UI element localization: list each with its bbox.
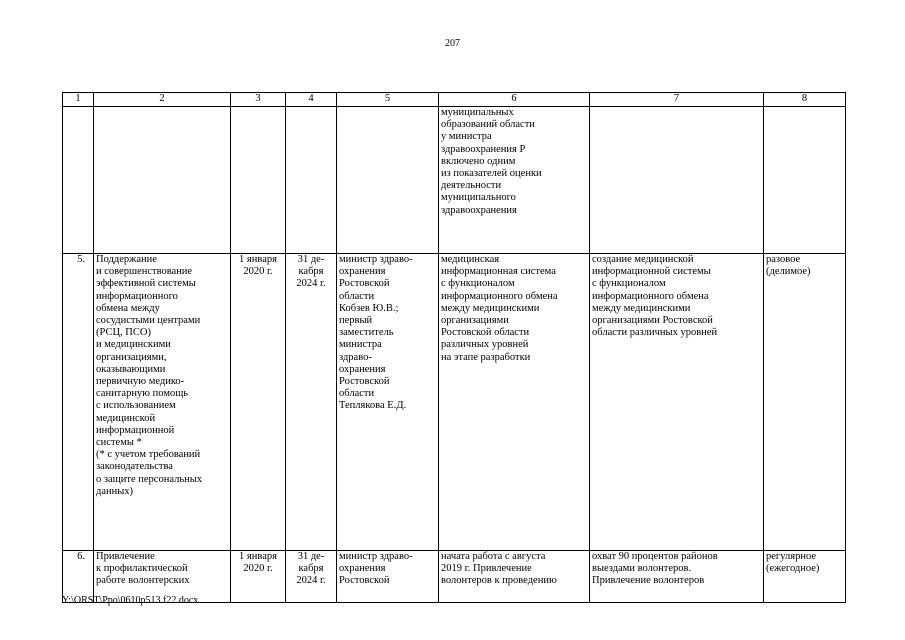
- cell-line: 31 де-: [297, 254, 325, 265]
- cell-line: здраво-: [339, 351, 372, 363]
- cell-line: 2024 г.: [296, 278, 326, 290]
- type-cell: [764, 551, 846, 603]
- cell-line: Ростовской: [339, 575, 390, 587]
- cell-line: из показателей оценки: [441, 168, 542, 180]
- cell-line: медицинской: [96, 412, 156, 424]
- cell-line: охранения: [339, 363, 386, 375]
- cell-line: (* с учетом требований: [96, 449, 201, 461]
- cell-line: на этапе разработки: [441, 351, 531, 363]
- cell-line: охват 90 процентов районов: [592, 551, 718, 562]
- cell-line: и медицинскими: [96, 339, 171, 351]
- cell-line: организациями: [441, 315, 509, 327]
- cell-line: и совершенствование: [96, 266, 193, 278]
- cell-line: о защите персональных: [96, 473, 203, 485]
- cell-line: Привлечение волонтеров: [592, 575, 705, 587]
- result-cell: [439, 551, 590, 603]
- type-cell: [764, 107, 846, 254]
- cell-line: к профилактической: [96, 563, 188, 575]
- end-date-cell: [286, 551, 337, 603]
- cell-line: информационная система: [441, 266, 556, 278]
- column-number: 8: [764, 93, 846, 107]
- cell-line: системы *: [96, 437, 142, 449]
- cell-line: информационного обмена: [592, 290, 709, 302]
- column-number: 7: [590, 93, 764, 107]
- program-table: [62, 92, 846, 603]
- end-date-cell: [286, 254, 337, 551]
- cell-line: информационного: [96, 290, 178, 302]
- cell-line: обмена между: [96, 302, 160, 314]
- indicator-cell: [590, 107, 764, 254]
- cell-line: медицинская: [441, 254, 500, 265]
- cell-line: первый: [339, 315, 373, 327]
- cell-line: муниципального: [441, 192, 516, 204]
- cell-line: здравоохранения Р: [441, 143, 526, 155]
- cell-line: выездами волонтеров.: [592, 563, 692, 575]
- cell-line: 2020 г.: [243, 563, 273, 575]
- start-date-cell: [231, 551, 286, 603]
- cell-line: кабря: [298, 266, 324, 278]
- cell-line: здравоохранения: [441, 204, 517, 216]
- cell-line: министр здраво-: [339, 551, 413, 562]
- cell-line: (ежегодное): [766, 563, 820, 575]
- row-number-cell: 5.: [63, 254, 94, 551]
- cell-line: Ростовской: [339, 278, 390, 290]
- cell-line: 2020 г.: [243, 266, 273, 278]
- cell-line: охранения: [339, 563, 386, 575]
- cell-line: сосудистыми центрами: [96, 315, 201, 327]
- result-cell: [439, 107, 590, 254]
- cell-line: между медицинскими: [441, 302, 540, 314]
- type-cell: [764, 254, 846, 551]
- cell-line: области различных уровней: [592, 327, 718, 339]
- cell-line: 1 января: [239, 254, 277, 265]
- row-number-cell: [63, 107, 94, 254]
- cell-line: регулярное: [766, 551, 816, 562]
- event-cell: [94, 254, 231, 551]
- cell-line: включено одним: [441, 155, 516, 167]
- cell-line: Привлечение: [96, 551, 155, 562]
- cell-line: данных): [96, 485, 134, 497]
- cell-line: (РСЦ, ПСО): [96, 327, 151, 339]
- responsible-cell: [337, 107, 439, 254]
- cell-line: организациями,: [96, 351, 167, 363]
- cell-line: Поддержание: [96, 254, 157, 265]
- result-cell: [439, 254, 590, 551]
- cell-line: у министра: [441, 131, 492, 143]
- page-number: 207: [445, 38, 460, 49]
- cell-line: эффективной системы: [96, 278, 196, 290]
- cell-line: 2024 г.: [296, 575, 326, 587]
- cell-line: волонтеров к проведению: [441, 575, 557, 587]
- start-date-cell: [231, 107, 286, 254]
- column-number: 4: [286, 93, 337, 107]
- cell-line: (делимое): [766, 266, 811, 278]
- footer-file-path: Y:\ORST\Ppo\0610p513.f22.docx: [62, 595, 199, 606]
- cell-line: информационной: [96, 424, 175, 436]
- cell-line: Ростовской области: [441, 327, 530, 339]
- responsible-cell: [337, 254, 439, 551]
- cell-line: разовое: [766, 254, 801, 265]
- cell-line: законодательства: [96, 461, 173, 473]
- column-number: 2: [94, 93, 231, 107]
- table-row: [63, 254, 846, 551]
- cell-line: 2019 г. Привлечение: [441, 563, 532, 575]
- cell-line: министр здраво-: [339, 254, 413, 265]
- cell-line: начата работа с августа: [441, 551, 546, 562]
- cell-line: Кобзев Ю.В.;: [339, 302, 399, 314]
- column-number: 5: [337, 93, 439, 107]
- cell-line: заместитель: [339, 327, 394, 339]
- cell-line: организациями Ростовской: [592, 315, 713, 327]
- end-date-cell: [286, 107, 337, 254]
- cell-line: Ростовской: [339, 376, 390, 388]
- cell-line: с функционалом: [592, 278, 666, 290]
- cell-line: образований области: [441, 119, 535, 131]
- indicator-cell: [590, 254, 764, 551]
- cell-line: информационной системы: [592, 266, 711, 278]
- cell-line: с функционалом: [441, 278, 515, 290]
- cell-line: области: [339, 290, 375, 302]
- cell-line: муниципальных: [441, 107, 514, 118]
- cell-line: первичную медико-: [96, 376, 185, 388]
- cell-line: информационного обмена: [441, 290, 558, 302]
- cell-line: создание медицинской: [592, 254, 694, 265]
- cell-line: охранения: [339, 266, 386, 278]
- row-number-cell: 6.: [63, 551, 94, 603]
- cell-line: различных уровней: [441, 339, 529, 351]
- table-row: [63, 107, 846, 254]
- cell-line: 31 де-: [297, 551, 325, 562]
- cell-line: деятельности: [441, 180, 502, 192]
- cell-line: кабря: [298, 563, 324, 575]
- cell-line: санитарную помощь: [96, 388, 189, 400]
- column-number: 3: [231, 93, 286, 107]
- cell-line: Теплякова Е.Д.: [339, 400, 407, 412]
- column-number: 1: [63, 93, 94, 107]
- cell-line: области: [339, 388, 375, 400]
- cell-line: оказывающими: [96, 363, 166, 375]
- responsible-cell: [337, 551, 439, 603]
- indicator-cell: [590, 551, 764, 603]
- cell-line: с использованием: [96, 400, 176, 412]
- cell-line: министра: [339, 339, 382, 351]
- column-number: 6: [439, 93, 590, 107]
- cell-line: 1 января: [239, 551, 277, 562]
- column-number-row: [63, 93, 846, 107]
- cell-line: работе волонтерских: [96, 575, 190, 587]
- cell-line: между медицинскими: [592, 302, 691, 314]
- event-cell: [94, 107, 231, 254]
- start-date-cell: [231, 254, 286, 551]
